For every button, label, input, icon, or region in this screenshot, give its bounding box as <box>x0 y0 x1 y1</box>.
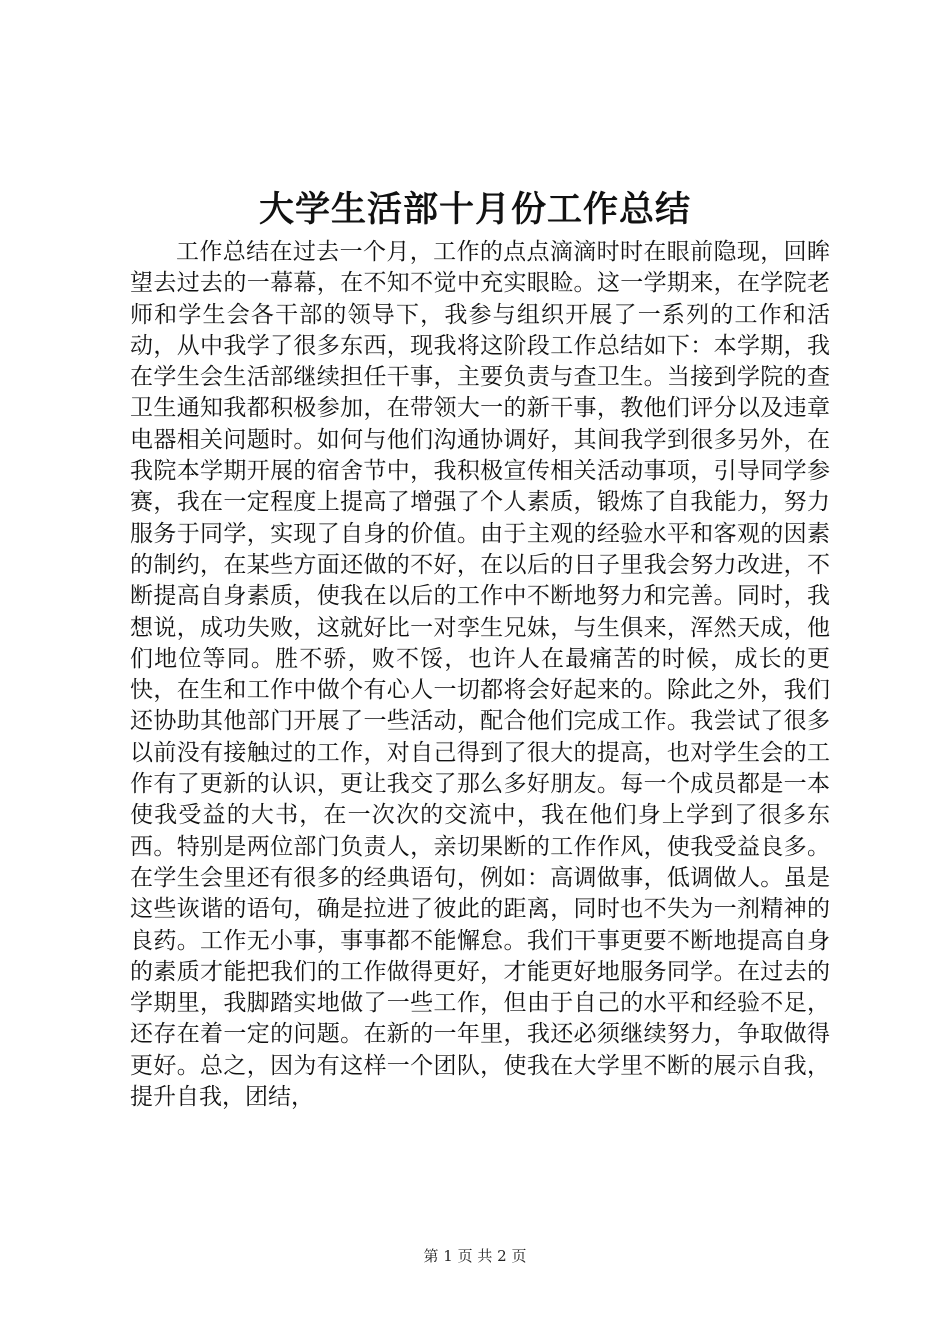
page-number-footer: 第 1 页 共 2 页 <box>423 1247 527 1265</box>
document-title: 大学生活部十月份工作总结 <box>258 189 691 230</box>
document-body-paragraph: 工作总结在过去一个月，工作的点点滴滴时时在眼前隐现，回眸望去过去的一幕幕，在不知不觉中充实眼睑。这一学期来，在学院老师和学生会各干部的领导下，我参与组织开展了一系列的工作和活动，从中我学了很多东西，现我将这阶段工作总结如下：本学期，我在学生会生活部继续担任干事，主要负责与查卫生。当接到学院的查卫生通知我都积极参加，在带领大一的新干事，教他们评分以及违章电器相关问题时。如何与他们沟通协调好，其间我学到很多另外，在我院本学期开展的宿舍节中，我积极宣传相关活动事项，引导同学参赛，我在一定程度上提高了增强了个人素质，锻炼了自我能力，努力服务于同学，实现了自身的价值。由于主观的经验水平和客观的因素的制约，在某些方面还做的不好，在以后的日子里我会努力改进，不断提高自身素质，使我在以后的工作中不断地努力和完善。同时，我想说，成功失败，这就好比一对孪生兄妹，与生俱来，浑然天成，他们地位等同。胜不骄，败不馁，也许人在最痛苦的时候，成长的更快，在生和工作中做个有心人一切都将会好起来的。除此之外，我们还协助其他部门开展了一些活动，配合他们完成工作。我尝试了很多以前没有接触过的工作，对自己得到了很大的提高，也对学生会的工作有了更新的认识，更让我交了那么多好朋友。每一个成员都是一本使我受益的大书，在一次次的交流中，我在他们身上学到了很多东西。特别是两位部门负责人，亲切果断的工作作风，使我受益良多。在学生会里还有很多的经典语句，例如：高调做事，低调做人。虽是这些诙谐的语句，确是拉进了彼此的距离，同时也不失为一剂精神的良药。工作无小事，事事都不能懈怠。我们干事更要不断地提高自身的素质才能把我们的工作做得更好，才能更好地服务同学。在过去的学期里，我脚踏实地做了一些工作，但由于自己的水平和经验不足，还存在着一定的问题。在新的一年里，我还必须继续努力，争取做得更好。总之，因为有这样一个团队，使我在大学里不断的展示自我，提升自我，团结， <box>130 239 830 1111</box>
